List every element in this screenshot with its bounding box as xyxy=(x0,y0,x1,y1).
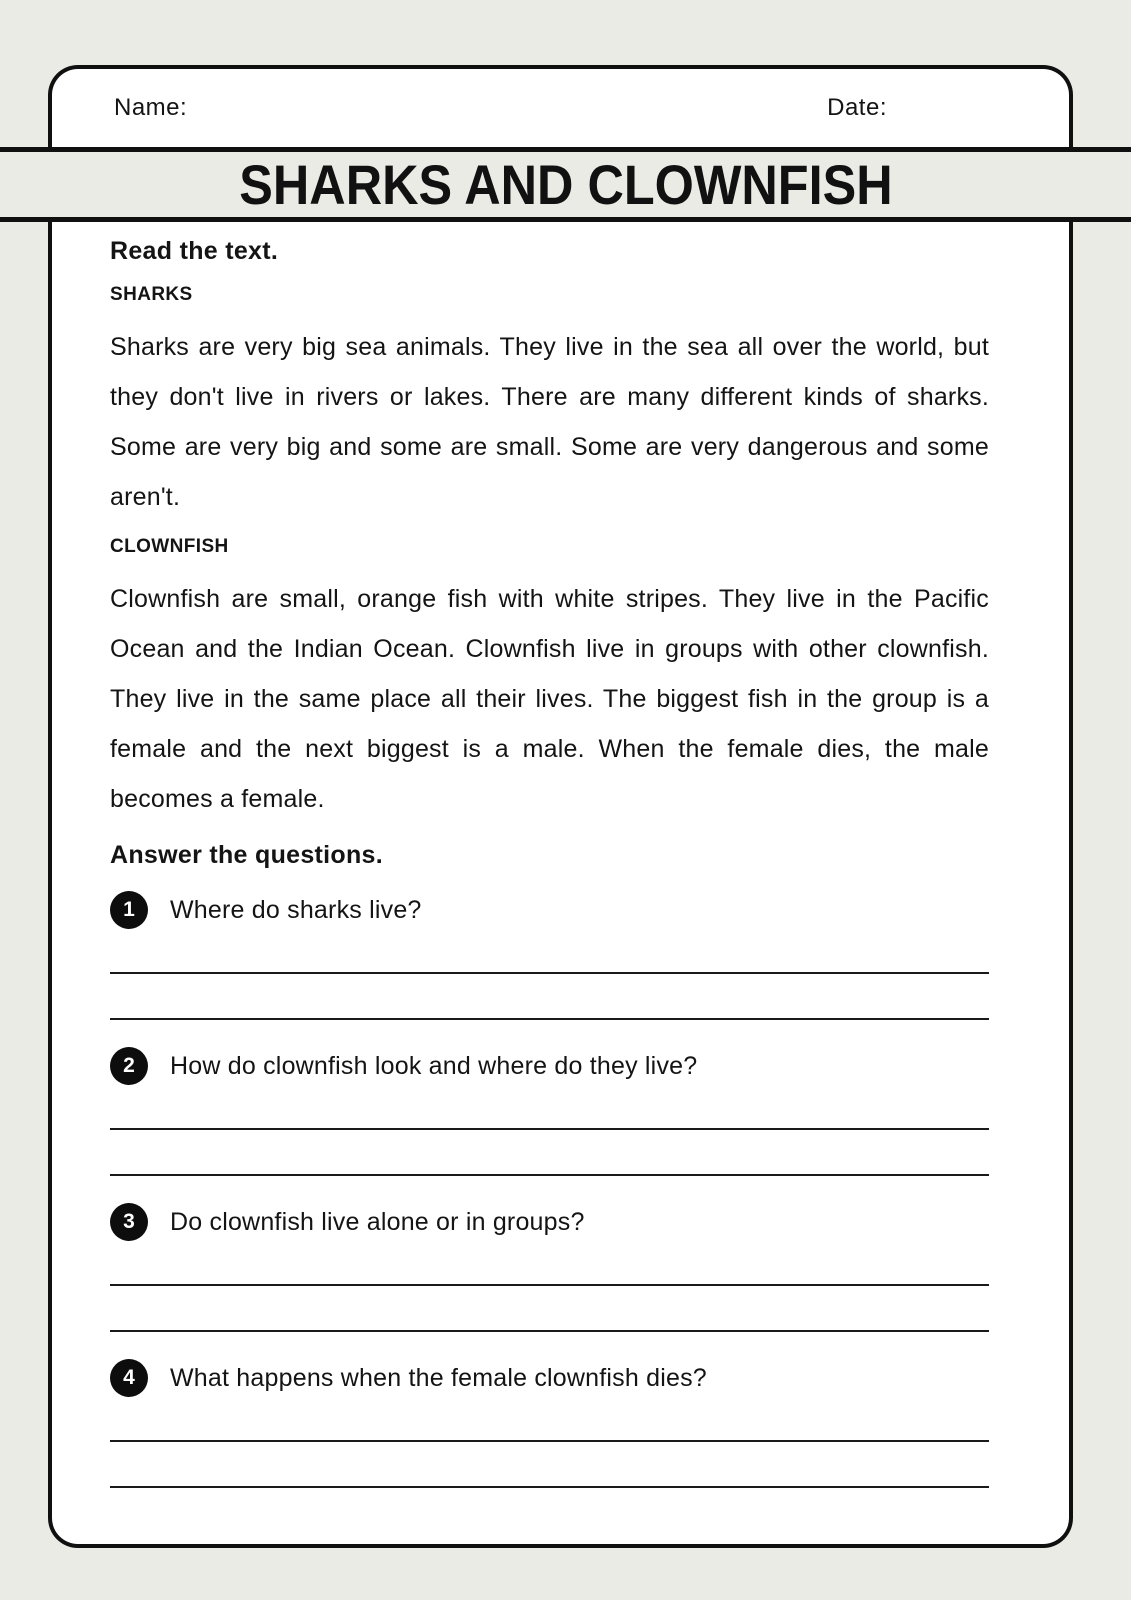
name-label: Name: xyxy=(114,94,188,121)
title-band xyxy=(0,147,1131,222)
question-block xyxy=(110,1202,989,1332)
worksheet-title: SHARKS AND CLOWNFISH xyxy=(238,152,893,216)
question-text: Where do sharks live? xyxy=(170,895,422,924)
question-row xyxy=(110,1358,989,1398)
question-number-badge: 2 xyxy=(110,1047,148,1085)
date-label: Date: xyxy=(827,94,887,121)
question-text: Do clownfish live alone or in groups? xyxy=(170,1207,585,1236)
answer-line[interactable] xyxy=(110,974,989,1020)
question-row xyxy=(110,1202,989,1242)
answer-instruction: Answer the questions. xyxy=(110,841,384,869)
answer-line[interactable] xyxy=(110,1086,989,1130)
passage-clownfish xyxy=(110,534,989,824)
passage-sharks xyxy=(110,282,989,522)
question-row xyxy=(110,1046,989,1086)
passage-heading: CLOWNFISH xyxy=(110,536,229,557)
question-text: What happens when the female clownfish dies? xyxy=(170,1363,707,1392)
question-block xyxy=(110,1046,989,1176)
passage-text: Sharks are very big sea animals. They live in the sea all over the world, but they don't live in rivers or lakes. There are many different kinds of sharks. Some are very big and some are small. Some are very dangerous and some aren't. xyxy=(110,333,989,511)
answer-line[interactable] xyxy=(110,1442,989,1488)
passage-text: Clownfish are small, orange fish with white stripes. They live in the Pacific Ocean and the Indian Ocean. Clownfish live in groups with other clownfish. They live in the same place all their lives. The biggest fish in the group is a female and the next biggest is a male. When the female dies, the male becomes a female. xyxy=(110,585,989,813)
answer-line[interactable] xyxy=(110,1286,989,1332)
question-number-badge: 4 xyxy=(110,1359,148,1397)
question-number-badge: 1 xyxy=(110,891,148,929)
answer-line[interactable] xyxy=(110,1130,989,1176)
answer-line[interactable] xyxy=(110,1242,989,1286)
passage-heading: SHARKS xyxy=(110,284,193,305)
question-text: How do clownfish look and where do they live? xyxy=(170,1051,698,1080)
answer-line[interactable] xyxy=(110,1398,989,1442)
worksheet-body xyxy=(48,222,1073,1548)
name-date-box xyxy=(48,65,1073,147)
answer-line[interactable] xyxy=(110,930,989,974)
question-number-badge: 3 xyxy=(110,1203,148,1241)
read-instruction: Read the text. xyxy=(110,237,279,265)
question-block xyxy=(110,1358,989,1488)
question-row xyxy=(110,890,989,930)
question-block xyxy=(110,890,989,1020)
